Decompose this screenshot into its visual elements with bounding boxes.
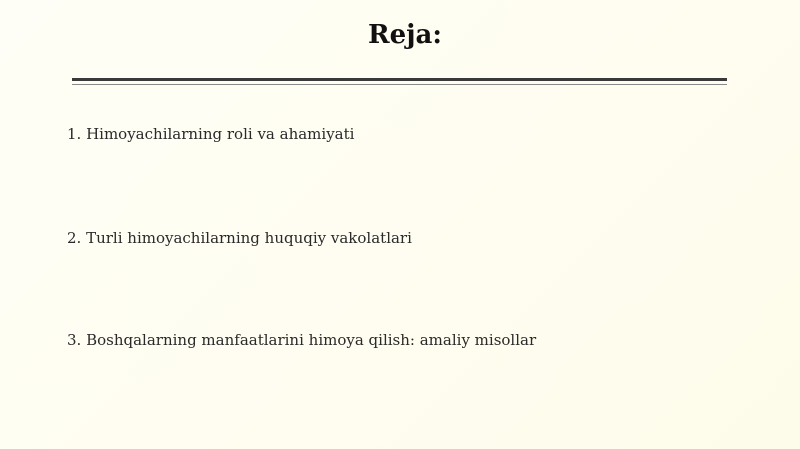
- title-divider-thin: [72, 84, 727, 85]
- title-divider-thick: [72, 78, 727, 81]
- plan-item-1: 1. Himoyachilarning roli va ahamiyati: [67, 125, 355, 143]
- plan-item-3: 3. Boshqalarning manfaatlarini himoya qilish: amaliy misollar: [67, 331, 537, 349]
- slide-title: Reja:: [367, 20, 442, 50]
- plan-item-2: 2. Turli himoyachilarning huquqiy vakolatlari: [67, 229, 412, 247]
